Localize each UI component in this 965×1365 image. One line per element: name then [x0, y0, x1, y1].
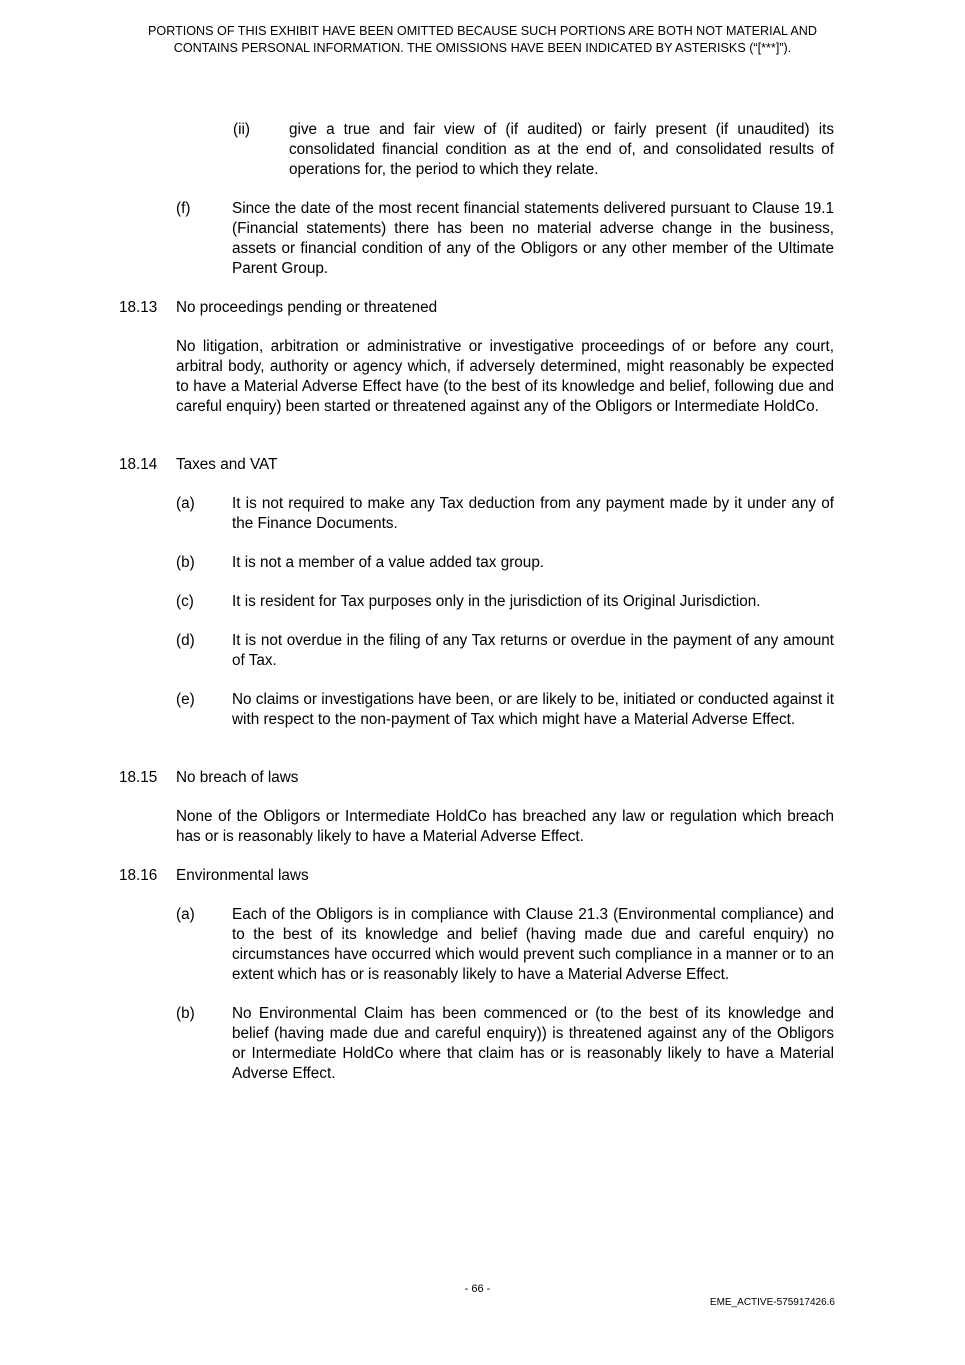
tax-item-label-b: (b) — [176, 554, 195, 571]
page-number: - 66 - — [464, 1283, 491, 1295]
env-item-text-a: Each of the Obligors is in compliance with Clause 21.3 (Environmental compliance) and to the best of its knowledge and belief (having made due and careful enquiry) no circumstances have occurred which would prevent such compliance in a manner or to an extent which has or is reasonably likely to have a Material Adverse Effect. — [232, 906, 834, 983]
section-number-18-13: 18.13 — [119, 299, 158, 316]
section-title-18-15: No breach of laws — [176, 769, 299, 786]
header-line-1: PORTIONS OF THIS EXHIBIT HAVE BEEN OMITTED BECAUSE SUCH PORTIONS ARE BOTH NOT MATERIAL AND — [148, 24, 817, 38]
section-body-18-15: None of the Obligors or Intermediate HoldCo has breached any law or regulation which breach has or is reasonably likely to have a Material Adverse Effect. — [176, 808, 834, 845]
item-label-ii: (ii) — [233, 121, 250, 138]
tax-item-text-c: It is resident for Tax purposes only in the jurisdiction of its Original Jurisdiction. — [232, 593, 761, 610]
env-item-label-b: (b) — [176, 1005, 195, 1022]
tax-item-label-d: (d) — [176, 632, 195, 649]
section-title-18-16: Environmental laws — [176, 867, 309, 884]
tax-item-label-e: (e) — [176, 691, 195, 708]
section-number-18-15: 18.15 — [119, 769, 158, 786]
section-number-18-14: 18.14 — [119, 456, 158, 473]
section-body-18-13: No litigation, arbitration or administrative or investigative proceedings of or before any court, arbitral body, authority or agency which, if adversely determined, might reasonably be expected to have a Material Adverse Effect have (to the best of its knowledge and belief, following due and careful enquiry) been started or threatened against any of the Obligors or Intermediate HoldCo. — [176, 338, 834, 415]
tax-item-label-c: (c) — [176, 593, 194, 610]
section-number-18-16: 18.16 — [119, 867, 158, 884]
env-item-text-b: No Environmental Claim has been commenced or (to the best of its knowledge and belief (having made due and careful enquiry)) is threatened against any of the Obligors or Intermediate HoldCo where that claim has or is reasonably likely to have a Material Adverse Effect. — [232, 1005, 834, 1082]
tax-item-text-e: No claims or investigations have been, or are likely to be, initiated or conducted against it with respect to the non-payment of Tax which might have a Material Adverse Effect. — [232, 691, 835, 728]
header-line-2: CONTAINS PERSONAL INFORMATION. THE OMISSIONS HAVE BEEN INDICATED BY ASTERISKS (“[***]”). — [173, 41, 792, 55]
confidentiality-header — [100, 23, 865, 57]
item-text-f: Since the date of the most recent financial statements delivered pursuant to Clause 19.1 (Financial statements) there has been no material adverse change in the business, assets or financial condition of any of the Obligors or any other member of the Ultimate Parent Group. — [232, 200, 834, 277]
env-item-label-a: (a) — [176, 906, 195, 923]
tax-item-text-d: It is not overdue in the filing of any Tax returns or overdue in the payment of any amount of Tax. — [232, 632, 834, 669]
section-title-18-14: Taxes and VAT — [176, 456, 278, 473]
tax-item-label-a: (a) — [176, 495, 195, 512]
section-title-18-13: No proceedings pending or threatened — [176, 299, 438, 316]
item-label-f: (f) — [176, 200, 191, 217]
item-text-ii: give a true and fair view of (if audited) or fairly present (if unaudited) its consolidated financial condition as at the end of, and consolidated results of operations for, the period to which they relate. — [289, 121, 834, 178]
tax-item-text-a: It is not required to make any Tax deduction from any payment made by it under any of the Finance Documents. — [232, 495, 834, 532]
document-reference: EME_ACTIVE-575917426.6 — [709, 1297, 835, 1308]
tax-item-text-b: It is not a member of a value added tax group. — [232, 554, 545, 571]
